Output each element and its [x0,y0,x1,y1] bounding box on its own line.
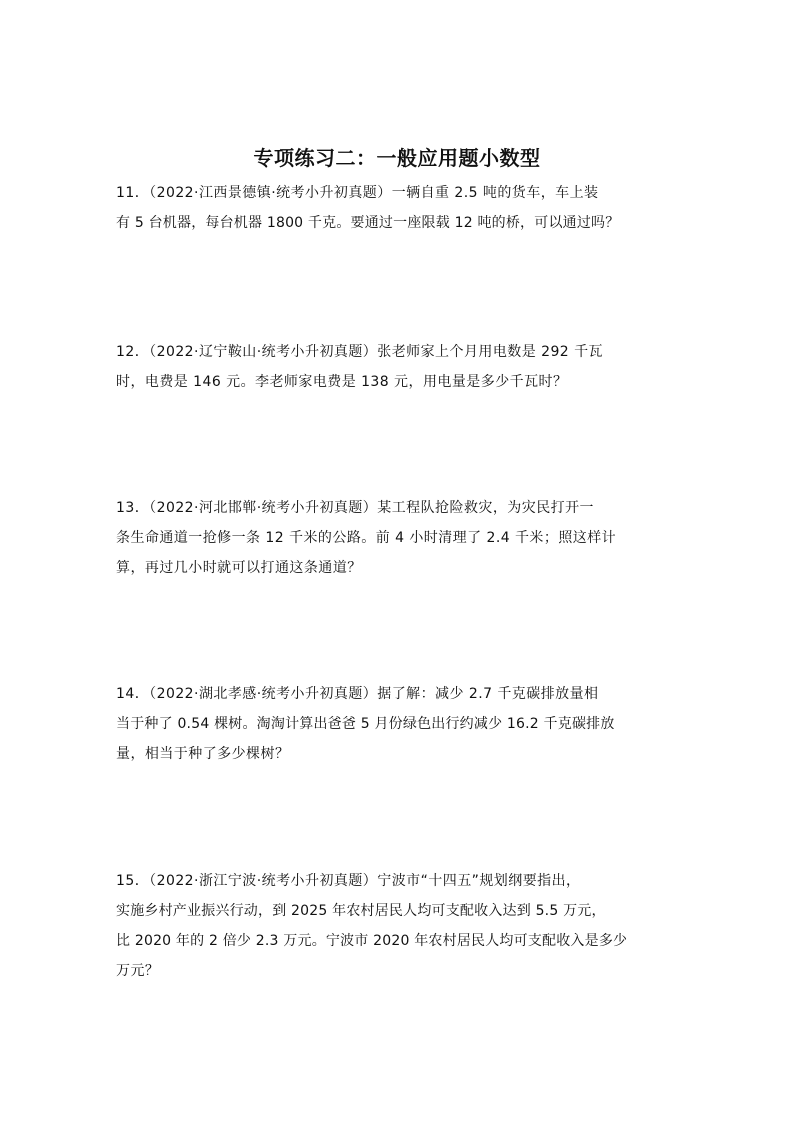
problem-line: 算，再过几小时就可以打通这条通道？ [116,560,362,576]
problem-14 [116,679,676,769]
problem-line: 条生命通道一抢修一条 12 千米的公路。前 4 小时清理了 2.4 千米；照这样计 [116,530,617,546]
problem-line: 13．（2022·河北邯郸·统考小升初真题）某工程队抢险救灾，为灾民打开一 [116,500,594,516]
problem-line: 万元？ [116,963,160,979]
problem-line: 14．（2022·湖北孝感·统考小升初真题）据了解：减少 2.7 千克碳排放量相 [116,686,599,702]
problem-line: 比 2020 年的 2 倍少 2.3 万元。宁波市 2020 年农村居民人均可支配收入是多少 [116,933,628,949]
problem-line: 时，电费是 146 元。李老师家电费是 138 元，用电量是多少千瓦时？ [116,374,568,390]
problem-line: 实施乡村产业振兴行动，到 2025 年农村居民人均可支配收入达到 5.5 万元， [116,903,606,919]
page-title: 专项练习二：一般应用题小数型 [253,146,541,170]
problem-line: 量，相当于种了多少棵树？ [116,746,290,762]
problem-line: 当于种了 0.54 棵树。淘淘计算出爸爸 5 月份绿色出行约减少 16.2 千克碳排放 [116,716,615,732]
problem-15 [116,866,676,986]
problem-11 [116,178,676,238]
problem-line: 有 5 台机器，每台机器 1800 千克。要通过一座限载 12 吨的桥，可以通过吗？ [116,215,620,231]
problem-13 [116,493,676,583]
problem-line: 12．（2022·辽宁鞍山·统考小升初真题）张老师家上个月用电数是 292 千瓦 [116,344,603,360]
problem-line: 11．（2022·江西景德镇·统考小升初真题）一辆自重 2.5 吨的货车，车上装 [116,185,599,201]
problem-12 [116,337,676,397]
problem-line: 15．（2022·浙江宁波·统考小升初真题）宁波市“十四五”规划纲要指出， [116,873,581,889]
